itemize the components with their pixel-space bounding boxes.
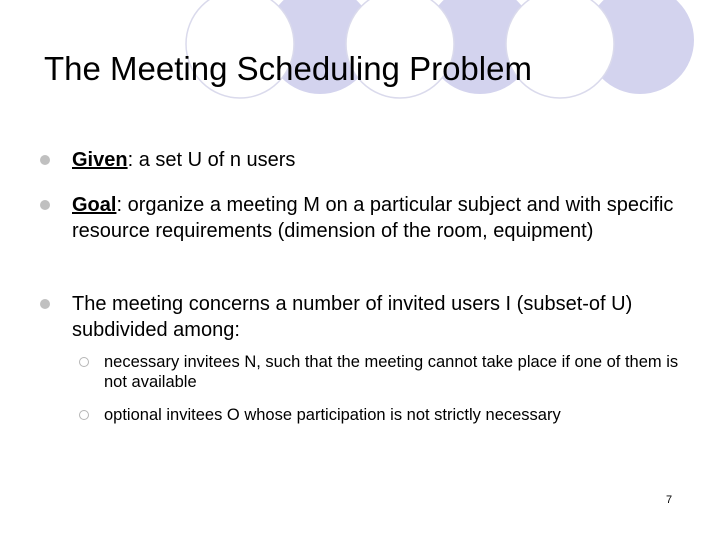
bullet-dot-icon [40, 200, 50, 210]
sub-bullet-necessary: necessary invitees N, such that the meeting cannot take place if one of them is not available [104, 353, 679, 391]
sub-bullet-ring-icon [79, 357, 89, 367]
page-number: 7 [666, 494, 673, 506]
given-text: : a set U of n users [127, 149, 296, 171]
bullet-goal [72, 192, 682, 244]
slide-title: The Meeting Scheduling Problem [44, 50, 532, 87]
goal-label: Goal [72, 194, 117, 216]
bullet-invited: The meeting concerns a number of invited users I (subset-of U) subdivided among: [72, 293, 633, 341]
goal-text: : organize a meeting M on a particular subject and with specific resource requirements (dimension of the room, equipment) [72, 194, 674, 242]
sub-bullet-ring-icon [79, 410, 89, 420]
bullet-given [72, 147, 682, 173]
bullet-dot-icon [40, 299, 50, 309]
given-label: Given [72, 149, 128, 171]
bullet-dot-icon [40, 155, 50, 165]
sub-bullet-optional: optional invitees O whose participation is not strictly necessary [104, 406, 561, 424]
